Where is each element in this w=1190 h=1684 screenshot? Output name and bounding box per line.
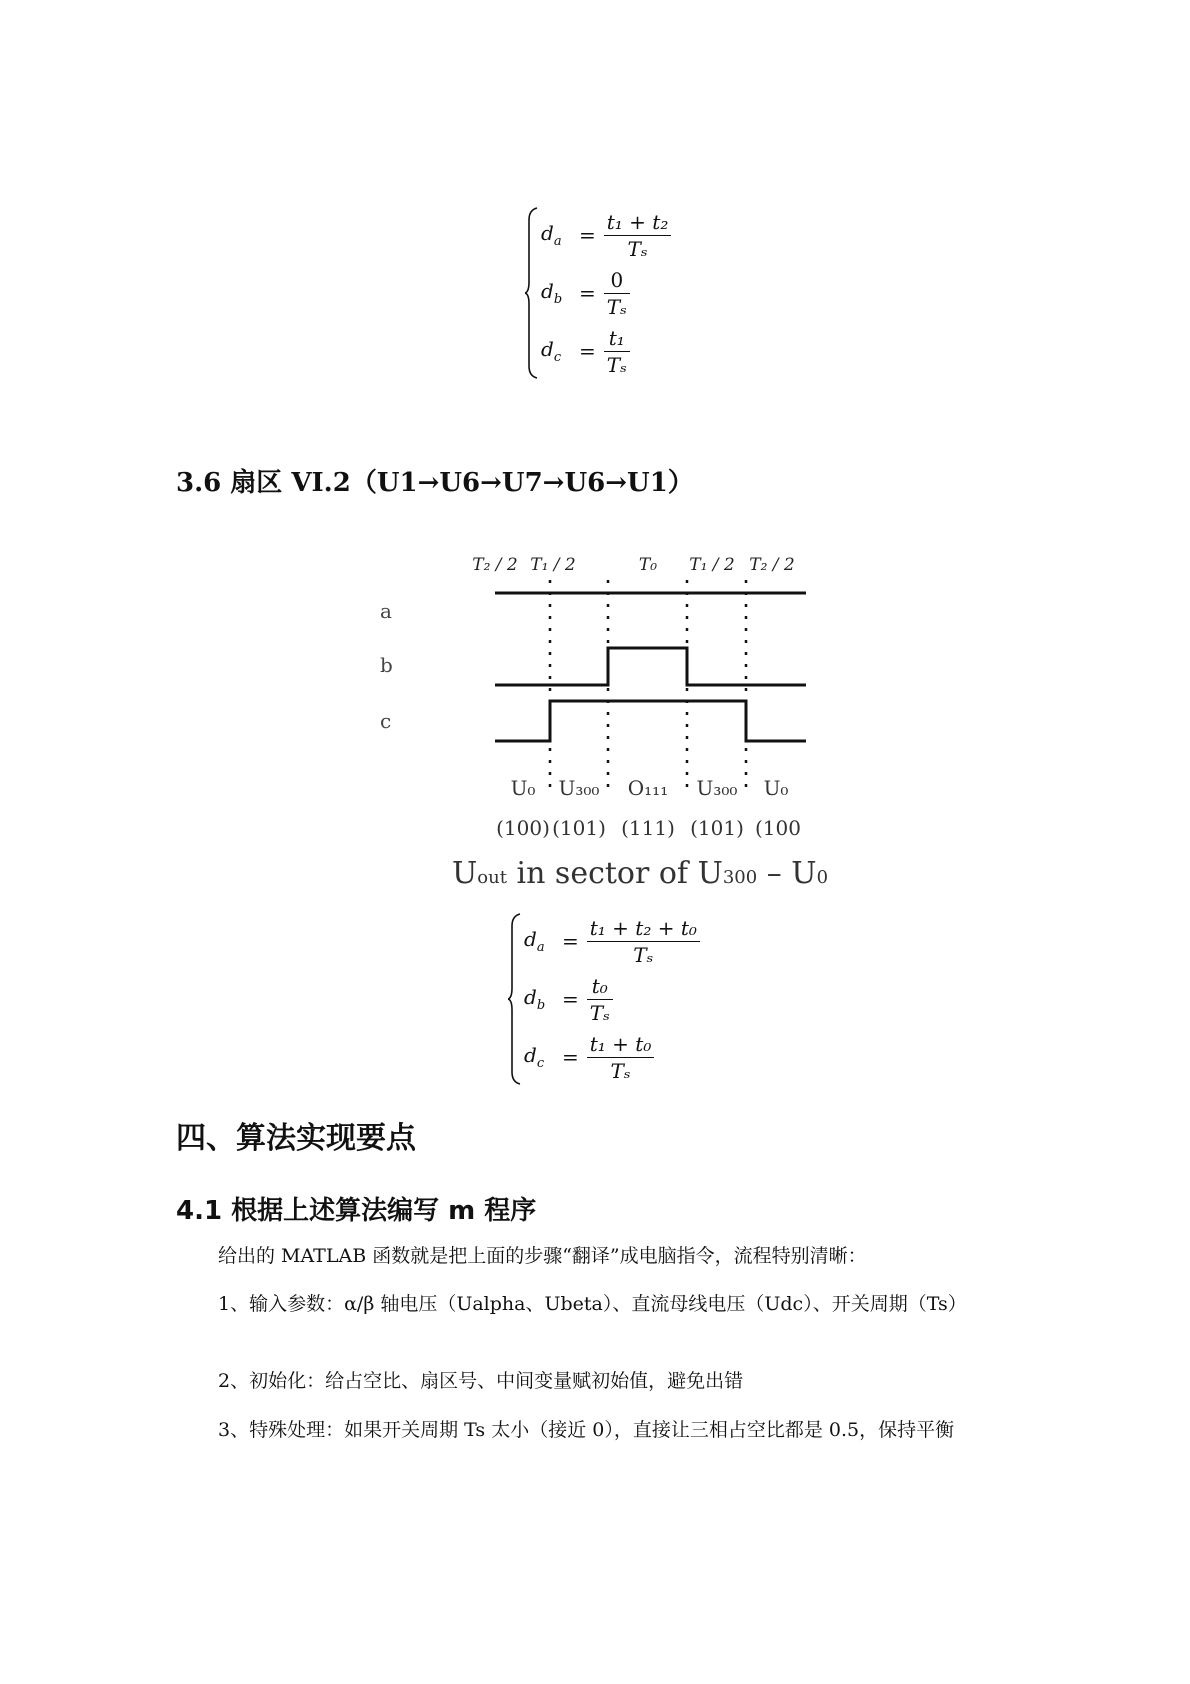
numerator: t₁ + t₂	[604, 209, 672, 236]
denominator: Tₛ	[606, 294, 627, 319]
row-label-c: c	[380, 709, 392, 733]
equation-db: $d_b$ = $\frac{0}{\text{Tₛ}}$	[541, 264, 671, 322]
row-label-a: a	[380, 599, 392, 623]
state-label-100-right: (100	[755, 816, 801, 840]
numerator: 0	[604, 267, 630, 294]
vector-label-o111: O₁₁₁	[627, 776, 669, 800]
vector-label-u0-right: U₀	[763, 776, 789, 800]
paragraph-intro: 给出的 MATLAB 函数就是把上面的步骤“翻译”成电脑指令，流程特别清晰：	[218, 1245, 867, 1267]
section-heading-4-1: 4.1 根据上述算法编写 m 程序	[176, 1196, 537, 1226]
equation-da: $d_a$ = $\frac{\text{t₁ + t₂}}{\text{Tₛ}}$	[541, 206, 671, 264]
paragraph-step-1: 1、输入参数：α/β 轴电压（Ualpha、Ubeta）、直流母线电压（Udc）、开关周期（Ts）	[218, 1293, 967, 1315]
signal-c	[495, 701, 806, 741]
equation-db: $d_b$ = $\frac{\text{t₀}}{\text{Tₛ}}$	[524, 970, 700, 1028]
row-label-b: b	[380, 653, 393, 677]
equation-group-1	[525, 206, 685, 380]
equation-dc: $d_c$ = $\frac{\text{t₁ + t₀}}{\text{Tₛ}}$	[524, 1028, 700, 1086]
top-label-t2-half: T₂ / 2	[472, 555, 518, 575]
diagram-caption: Uout in sector of U300 – U0	[451, 856, 829, 891]
numerator: t₀	[587, 973, 613, 1000]
equation-dc: $d_c$ = $\frac{\text{t₁}}{\text{Tₛ}}$	[541, 322, 671, 380]
top-label-t1-half: T₁ / 2	[530, 555, 576, 575]
top-label-t1-half-right: T₁ / 2	[689, 555, 735, 575]
equation-da: $d_a$ = $\frac{\text{t₁ + t₂ + t₀}}{\text{Tₛ}}$	[524, 912, 700, 970]
numerator: t₁ + t₂ + t₀	[587, 915, 700, 942]
denominator: Tₛ	[589, 1000, 610, 1025]
signal-b	[495, 648, 806, 685]
paragraph-step-3: 3、特殊处理：如果开关周期 Ts 太小（接近 0），直接让三相占空比都是 0.5，保持平衡	[218, 1419, 955, 1441]
denominator: Tₛ	[633, 942, 654, 967]
top-label-t0: T₀	[638, 555, 658, 575]
timing-diagram	[340, 545, 860, 905]
state-label-111: (111)	[621, 816, 675, 840]
denominator: Tₛ	[627, 236, 648, 261]
denominator: Tₛ	[606, 352, 627, 377]
section-heading-4: 四、算法实现要点	[176, 1121, 416, 1156]
state-label-101: (101)	[552, 816, 606, 840]
paragraph-step-2: 2、初始化：给占空比、扇区号、中间变量赋初始值，避免出错	[218, 1370, 744, 1392]
top-label-t2-half-right: T₂ / 2	[749, 555, 795, 575]
left-brace-icon	[525, 206, 539, 380]
vector-label-u300-right: U₃₀₀	[696, 776, 738, 800]
vector-label-u0: U₀	[510, 776, 536, 800]
vector-label-u300: U₃₀₀	[558, 776, 600, 800]
denominator: Tₛ	[610, 1058, 631, 1083]
state-label-100: (100)	[496, 816, 550, 840]
section-heading-3-6: 3.6 扇区 VI.2（U1→U6→U7→U6→U1）	[176, 468, 694, 498]
left-brace-icon	[508, 912, 522, 1086]
numerator: t₁	[604, 325, 630, 352]
numerator: t₁ + t₀	[587, 1031, 655, 1058]
equation-group-2	[508, 912, 728, 1086]
state-label-101-right: (101)	[690, 816, 744, 840]
